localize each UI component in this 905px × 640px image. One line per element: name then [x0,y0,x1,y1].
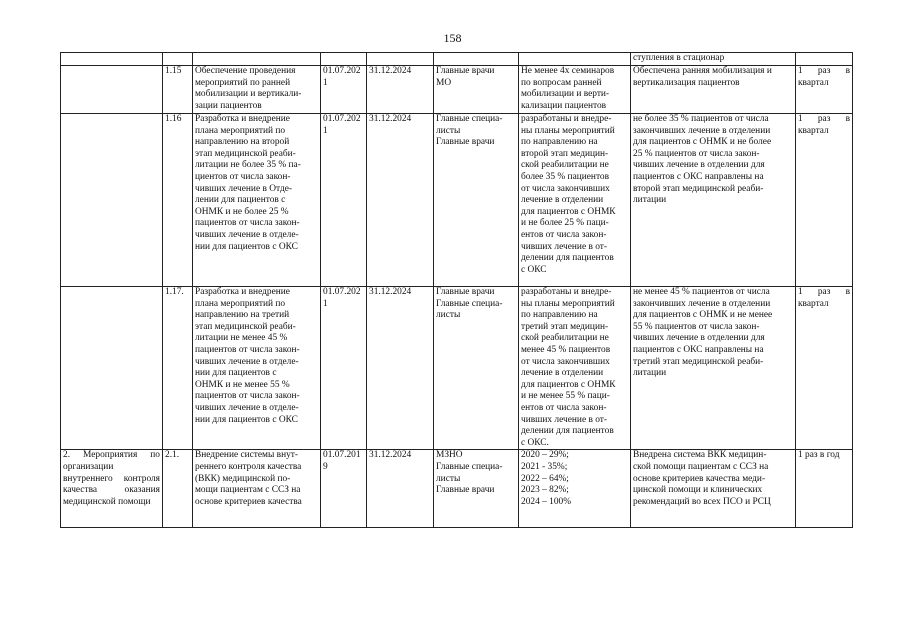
cell-line: ской реабилитации не [521,333,609,344]
cell-line: Главные специа- [436,298,503,309]
indicator-cell [519,114,631,287]
cell-line [436,53,516,65]
responsible-cell [434,114,519,287]
cell-line: вертикализация пациентов [633,77,740,88]
action-cell [193,114,321,287]
cell-line: пациентов от числа закон- [195,218,300,229]
action-cell [193,53,321,66]
cell-line: для пациентов с ОНМК и не менее [633,310,773,321]
action-cell [193,287,321,450]
cell-line: Обеспечена ранняя мобилизация и [633,66,772,76]
table-row [61,114,853,287]
indicator-cell [519,53,631,66]
cell-line: ОНМК и не более 25 % [195,206,289,217]
result-cell [631,53,796,66]
action-cell [193,66,321,114]
section-cell: 2. Мероприятия по организации внутреннего контроля качества оказания медицинской помощи [61,450,163,528]
cell-line: лечение в отделении [521,368,604,379]
cell-line: литации [633,368,667,379]
result-cell [631,450,796,528]
cell-line: для пациентов с ОНМК и не более [633,137,772,148]
cell-line: цинской помощи и клинических [633,485,763,496]
result-cell [631,114,796,287]
cell-line: нии для пациентов с [195,368,277,379]
cell-line: Разработка и внедрение [195,114,290,124]
responsible-cell [434,66,519,114]
cell-line: литации не более 35 % па- [195,160,301,171]
cell-line: рекомендаций во всех ПСО и РСЦ [633,496,771,507]
cell-line: 25 % пациентов от числа закон- [633,148,760,159]
cell-line: пациентов с ОКС направлены на [633,171,764,182]
cell-line: Главные врачи [436,287,495,297]
cell-line: этап медицинской реаби- [195,321,296,332]
cell-line: листы [436,125,461,136]
frequency-cell [796,53,853,66]
cell-line: основе критериев качества меди- [633,473,766,484]
responsible-cell [434,287,519,450]
cell-line: листы [436,310,461,321]
cell-line [521,53,628,65]
cell-line: более 35 % пациентов [521,171,610,182]
cell-line: направлению на второй [195,137,290,148]
start-date-cell: 01.07.2021 [321,287,367,450]
responsible-cell [434,450,519,528]
cell-line: мощи пациентам с ССЗ на [195,485,301,496]
cell-line: зации пациентов [195,100,262,111]
start-date-cell [321,53,367,66]
cell-line: для пациентов с ОНМК [521,206,616,217]
cell-line: листы [436,473,461,484]
cell-line: чивших лечение в отделе- [195,356,299,367]
indicator-cell [519,66,631,114]
cell-line: третий этап медицинской реаби- [633,356,764,367]
section-cell [61,53,163,66]
cell-line: по направлению на [521,137,598,148]
cell-line: Разработка и внедрение [195,287,290,297]
cell-line: нии для пациентов с ОКС [195,414,298,425]
item-number-cell: 1.17. [163,287,193,450]
cell-line: ентов от числа закон- [521,402,607,413]
cell-line: третий этап медицин- [521,321,609,332]
cell-line: от числа закончивших [521,183,610,194]
result-cell [631,66,796,114]
indicator-cell [519,287,631,450]
section-cell [61,66,163,114]
table-row [61,53,853,66]
cell-line: 2021 - 35%; [521,461,568,472]
cell-line: закончивших лечение в отделении [633,125,771,136]
cell-line: Главные врачи [436,485,495,496]
cell-line: Главные специа- [436,461,503,472]
cell-line: пациентов от числа закон- [195,344,300,355]
cell-line: (ВКК) медицинской по- [195,473,291,484]
cell-line: чивших лечение в от- [521,241,607,252]
cell-line: лечение в отделении [521,195,604,206]
cell-line: ентов от числа закон- [521,229,607,240]
cell-line: не менее 45 % пациентов от числа [633,287,770,297]
table-row [61,287,853,450]
cell-line: литации не менее 45 % [195,333,288,344]
cell-line: делении для пациентов [521,253,614,264]
cell-line: разработаны и внедре- [521,287,612,297]
end-date-cell: 31.12.2024 [367,287,434,450]
cell-line: 2020 – 29%; [521,450,569,461]
cell-line: мероприятий по ранней [195,77,291,88]
cell-line: и не более 25 % паци- [521,218,609,229]
cell-line: 2023 – 82%; [521,485,569,496]
end-date-cell: 31.12.2024 [367,66,434,114]
cell-line: литации [633,195,667,206]
cell-line: по направлению на [521,310,598,321]
section-cell [61,114,163,287]
cell-line: Обеспечение проведения [195,66,296,76]
item-number-cell: 2.1. [163,450,193,528]
cell-line: нии для пациентов с ОКС [195,241,298,252]
cell-line: Главные врачи [436,66,495,76]
cell-line: ской реабилитации не [521,160,609,171]
cell-line: этап медицинской реаби- [195,148,296,159]
cell-line: направлению на третий [195,310,290,321]
table-row [61,66,853,114]
cell-line: ской помощи пациентам с ССЗ на [633,461,769,472]
cell-line: чивших лечение в отделении для [633,333,765,344]
cell-line: ступления в стационар [633,53,725,63]
cell-line: 55 % пациентов от числа закон- [633,321,760,332]
cell-line: пациентов с ОКС направлены на [633,344,764,355]
result-cell [631,287,796,450]
cell-line: для пациентов с ОНМК [521,379,616,390]
end-date-cell: 31.12.2024 [367,114,434,287]
page-number: 158 [443,31,462,45]
cell-line: с ОКС. [521,437,549,448]
start-date-cell: 01.07.2021 [321,114,367,287]
plan-table [60,52,853,528]
cell-line: чивших лечение в отделении для [633,160,765,171]
frequency-cell: 1 раз в квартал [796,114,853,287]
cell-line: основе критериев качества [195,496,302,507]
cell-line: закончивших лечение в отделении [633,298,771,309]
table-body [61,53,853,528]
item-number-cell [163,53,193,66]
cell-line: второй этап медицинской реаби- [633,183,764,194]
cell-line: чивших лечение в отделе- [195,229,299,240]
cell-line: пациентов от числа закон- [195,391,300,402]
cell-line: от числа закончивших [521,356,610,367]
cell-line: с ОКС [521,264,547,275]
cell-line: Внедрена система ВКК медицин- [633,450,767,461]
cell-line [195,53,318,65]
cell-line: ны планы мероприятий [521,125,615,136]
cell-line: МЗНО [436,450,463,461]
end-date-cell: 31.12.2024 [367,450,434,528]
cell-line: разработаны и внедре- [521,114,612,124]
cell-line: чивших лечение в отделе- [195,402,299,413]
start-date-cell: 01.07.2019 [321,450,367,528]
cell-line: циентов от числа закон- [195,171,291,182]
cell-line: 2022 – 64%; [521,473,569,484]
cell-line: не более 35 % пациентов от числа [633,114,769,124]
cell-line: по вопросам ранней [521,77,602,88]
cell-line: чивших лечение в Отде- [195,183,293,194]
end-date-cell [367,53,434,66]
cell-line: делении для пациентов [521,426,614,437]
cell-line: 2024 – 100% [521,496,571,507]
responsible-cell [434,53,519,66]
frequency-cell: 1 раз в квартал [796,66,853,114]
cell-line: реннего контроля качества [195,461,302,472]
action-cell [193,450,321,528]
cell-line: плана мероприятий по [195,298,286,309]
cell-line: второй этап медицин- [521,148,609,159]
cell-line: и не менее 55 % паци- [521,391,610,402]
cell-line: Главные специа- [436,114,503,124]
frequency-cell: 1 раз в год [796,450,853,528]
cell-line: МО [436,77,452,88]
cell-line: ны планы мероприятий [521,298,615,309]
indicator-cell [519,450,631,528]
cell-line: лении для пациентов с [195,195,286,206]
cell-line: менее 45 % пациентов [521,344,611,355]
cell-line: Главные врачи [436,137,495,148]
section-cell [61,287,163,450]
frequency-cell: 1 раз в квартал [796,287,853,450]
table-row [61,450,853,528]
cell-line: чивших лечение в от- [521,414,607,425]
cell-line: ОНМК и не менее 55 % [195,379,290,390]
cell-line: Внедрение системы внут- [195,450,298,461]
cell-line: плана мероприятий по [195,125,286,136]
cell-line: мобилизации и вертикали- [195,89,302,100]
item-number-cell: 1.16 [163,114,193,287]
cell-line: Не менее 4х семинаров [521,66,615,76]
item-number-cell: 1.15 [163,66,193,114]
cell-line: мобилизации и верти- [521,89,610,100]
start-date-cell: 01.07.2021 [321,66,367,114]
cell-line: кализации пациентов [521,100,607,111]
